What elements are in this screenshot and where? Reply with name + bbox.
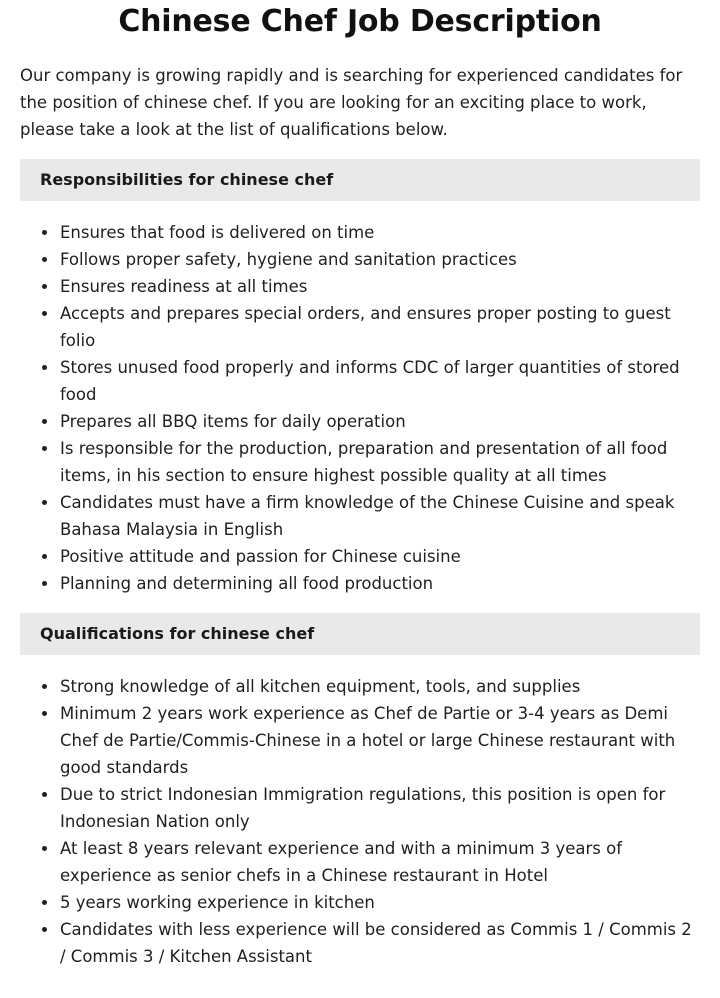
list-item: Prepares all BBQ items for daily operation: [60, 408, 700, 435]
list-item: 5 years working experience in kitchen: [60, 889, 700, 916]
list-item: At least 8 years relevant experience and with a minimum 3 years of experience as senior chefs in a Chinese restaurant in Hotel: [60, 835, 700, 889]
list-item: Stores unused food properly and informs CDC of larger quantities of stored food: [60, 354, 700, 408]
intro-paragraph: Our company is growing rapidly and is searching for experienced candidates for the position of chinese chef. If you are looking for an exciting place to work, please take a look at the list of qualifications below.: [20, 66, 683, 139]
list-item: Due to strict Indonesian Immigration regulations, this position is open for Indonesian Nation only: [60, 781, 700, 835]
qualifications-heading: Qualifications for chinese chef: [20, 613, 700, 655]
list-item: Ensures readiness at all times: [60, 273, 700, 300]
list-item: Ensures that food is delivered on time: [60, 219, 700, 246]
responsibilities-heading: Responsibilities for chinese chef: [20, 159, 700, 201]
page-title: Chinese Chef Job Description: [118, 4, 602, 39]
list-item: Accepts and prepares special orders, and ensures proper posting to guest folio: [60, 300, 700, 354]
list-item: Planning and determining all food production: [60, 570, 700, 597]
list-item: Strong knowledge of all kitchen equipment, tools, and supplies: [60, 673, 700, 700]
list-item: Positive attitude and passion for Chinese cuisine: [60, 543, 700, 570]
list-item: Follows proper safety, hygiene and sanitation practices: [60, 246, 700, 273]
list-item: Candidates with less experience will be considered as Commis 1 / Commis 2 / Commis 3 / Kitchen Assistant: [60, 916, 700, 970]
responsibilities-list: [20, 219, 700, 597]
list-item: Is responsible for the production, preparation and presentation of all food items, in his section to ensure highest possible quality at all times: [60, 435, 700, 489]
list-item: Candidates must have a firm knowledge of the Chinese Cuisine and speak Bahasa Malaysia in English: [60, 489, 700, 543]
qualifications-list: [20, 673, 700, 970]
list-item: Minimum 2 years work experience as Chef de Partie or 3-4 years as Demi Chef de Partie/Commis-Chinese in a hotel or large Chinese restaurant with good standards: [60, 700, 700, 781]
